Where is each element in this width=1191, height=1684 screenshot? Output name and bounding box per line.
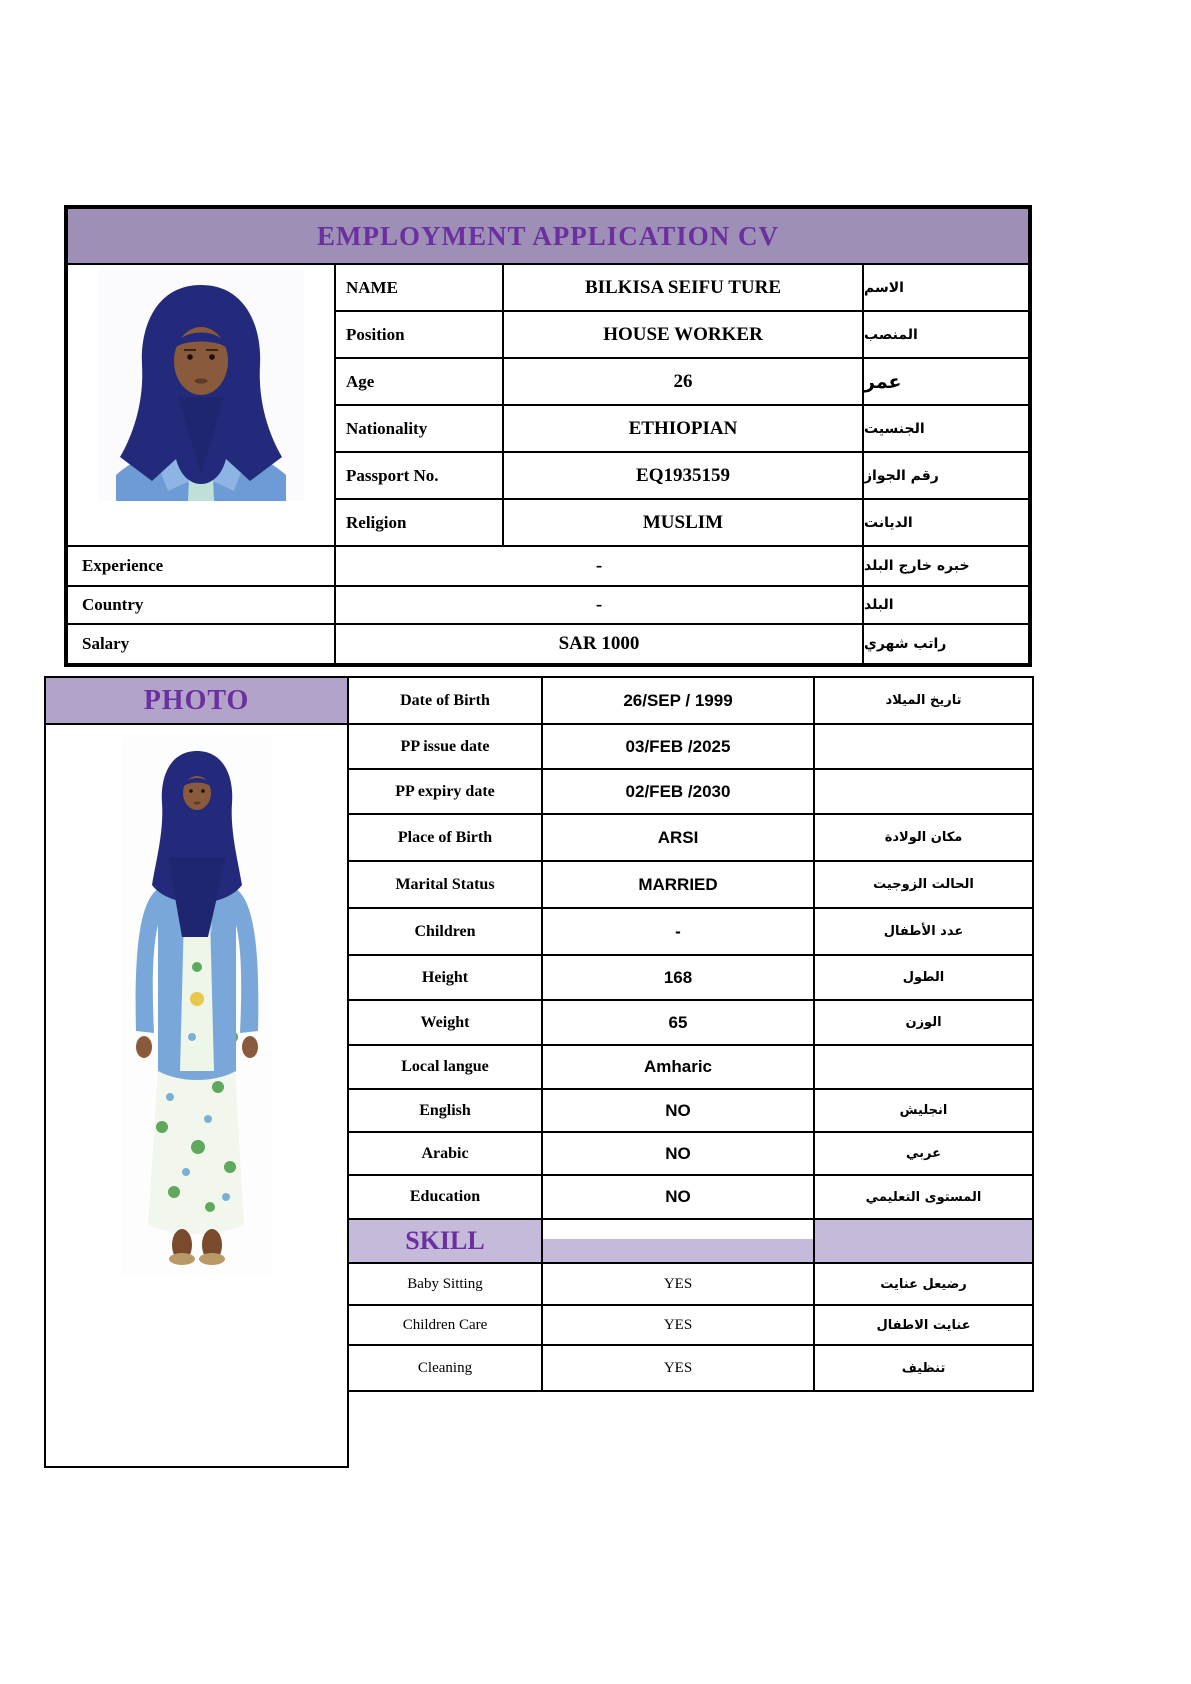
field-value: BILKISA SEIFU TURE <box>504 265 864 312</box>
field-label: NAME <box>336 265 504 312</box>
field-value: NO <box>543 1133 815 1176</box>
photo-section-title: PHOTO <box>46 678 347 725</box>
field-value: NO <box>543 1090 815 1133</box>
field-label: Education <box>349 1176 543 1220</box>
skill-arabic-label: تنظيف <box>901 1360 946 1376</box>
field-arabic-label: عدد الأطفال <box>815 909 1032 956</box>
field-label: Passport No. <box>336 453 504 500</box>
applicant-fullbody-photo <box>46 725 347 1277</box>
skill-label: Cleaning <box>349 1346 543 1390</box>
field-label: Country <box>68 587 336 625</box>
field-label: Date of Birth <box>349 678 543 725</box>
field-arabic-label: راتب شهري <box>864 636 947 652</box>
field-label: Weight <box>349 1001 543 1046</box>
field-value: MUSLIM <box>504 500 864 547</box>
field-arabic-label: عربي <box>815 1133 1032 1176</box>
field-arabic-label: الجنسيت <box>864 406 1028 453</box>
field-arabic-label: الاسم <box>864 265 1028 312</box>
field-label: Salary <box>68 625 336 663</box>
field-arabic-label: تاريخ الميلاد <box>815 678 1032 725</box>
field-arabic-label: المستوى التعليمي <box>815 1176 1032 1220</box>
field-arabic-label: المنصب <box>864 312 1028 359</box>
skill-value: YES <box>543 1306 815 1346</box>
skill-band-middle <box>543 1220 815 1264</box>
field-arabic-label: خبره خارج البلد <box>864 547 1028 587</box>
field-arabic-label <box>815 1046 1032 1090</box>
field-arabic-label: رقم الجواز <box>864 453 1028 500</box>
field-value: 03/FEB /2025 <box>543 725 815 770</box>
field-label: Height <box>349 956 543 1001</box>
field-value: MARRIED <box>543 862 815 909</box>
field-label: Age <box>336 359 504 406</box>
field-value: ETHIOPIAN <box>504 406 864 453</box>
field-arabic-label: انجليش <box>815 1090 1032 1133</box>
field-label: Place of Birth <box>349 815 543 862</box>
field-value: HOUSE WORKER <box>504 312 864 359</box>
field-value: NO <box>543 1176 815 1220</box>
field-value: EQ1935159 <box>504 453 864 500</box>
field-value: Amharic <box>543 1046 815 1090</box>
document-title: EMPLOYMENT APPLICATION CV <box>68 209 1028 265</box>
field-label: Religion <box>336 500 504 547</box>
field-label: English <box>349 1090 543 1133</box>
skill-label: Baby Sitting <box>349 1264 543 1306</box>
field-arabic-label: عمر <box>864 359 1028 406</box>
field-label: Local langue <box>349 1046 543 1090</box>
portrait-photo-illustration <box>98 269 304 501</box>
field-value: SAR 1000 <box>336 625 864 663</box>
field-arabic-label <box>815 770 1032 815</box>
applicant-portrait-photo <box>68 265 336 547</box>
field-arabic-label: مكان الولادة <box>815 815 1032 862</box>
applicant-details-table <box>347 676 1034 1392</box>
field-label: Position <box>336 312 504 359</box>
field-label: Marital Status <box>349 862 543 909</box>
skill-section-title: SKILL <box>349 1220 543 1264</box>
field-arabic-label: الديانت <box>864 500 1028 547</box>
field-arabic-label <box>815 725 1032 770</box>
field-label: PP issue date <box>349 725 543 770</box>
skill-arabic-label: رضيعل عنايت <box>815 1264 1032 1306</box>
field-value: - <box>336 547 864 587</box>
field-arabic-label: الوزن <box>815 1001 1032 1046</box>
applicant-summary-table <box>64 205 1032 667</box>
field-value: 26 <box>504 359 864 406</box>
skill-arabic-label: عنايت الاطفال <box>815 1306 1032 1346</box>
skill-value: YES <box>543 1346 815 1390</box>
field-value: - <box>543 909 815 956</box>
field-label: Children <box>349 909 543 956</box>
field-value: 168 <box>543 956 815 1001</box>
field-arabic-label: البلد <box>864 587 1028 625</box>
field-value: 65 <box>543 1001 815 1046</box>
field-label: Experience <box>68 547 336 587</box>
field-label: Arabic <box>349 1133 543 1176</box>
field-value: ARSI <box>543 815 815 862</box>
field-value: - <box>336 587 864 625</box>
field-arabic-label: الحالت الزوجيت <box>815 862 1032 909</box>
photo-column <box>44 676 349 1468</box>
fullbody-photo-illustration <box>122 737 272 1277</box>
field-value: 26/SEP / 1999 <box>543 678 815 725</box>
skill-value: YES <box>543 1264 815 1306</box>
skill-label: Children Care <box>349 1306 543 1346</box>
skill-band-right <box>815 1220 1032 1264</box>
field-label: PP expiry date <box>349 770 543 815</box>
field-arabic-label: الطول <box>815 956 1032 1001</box>
field-value: 02/FEB /2030 <box>543 770 815 815</box>
field-label: Nationality <box>336 406 504 453</box>
